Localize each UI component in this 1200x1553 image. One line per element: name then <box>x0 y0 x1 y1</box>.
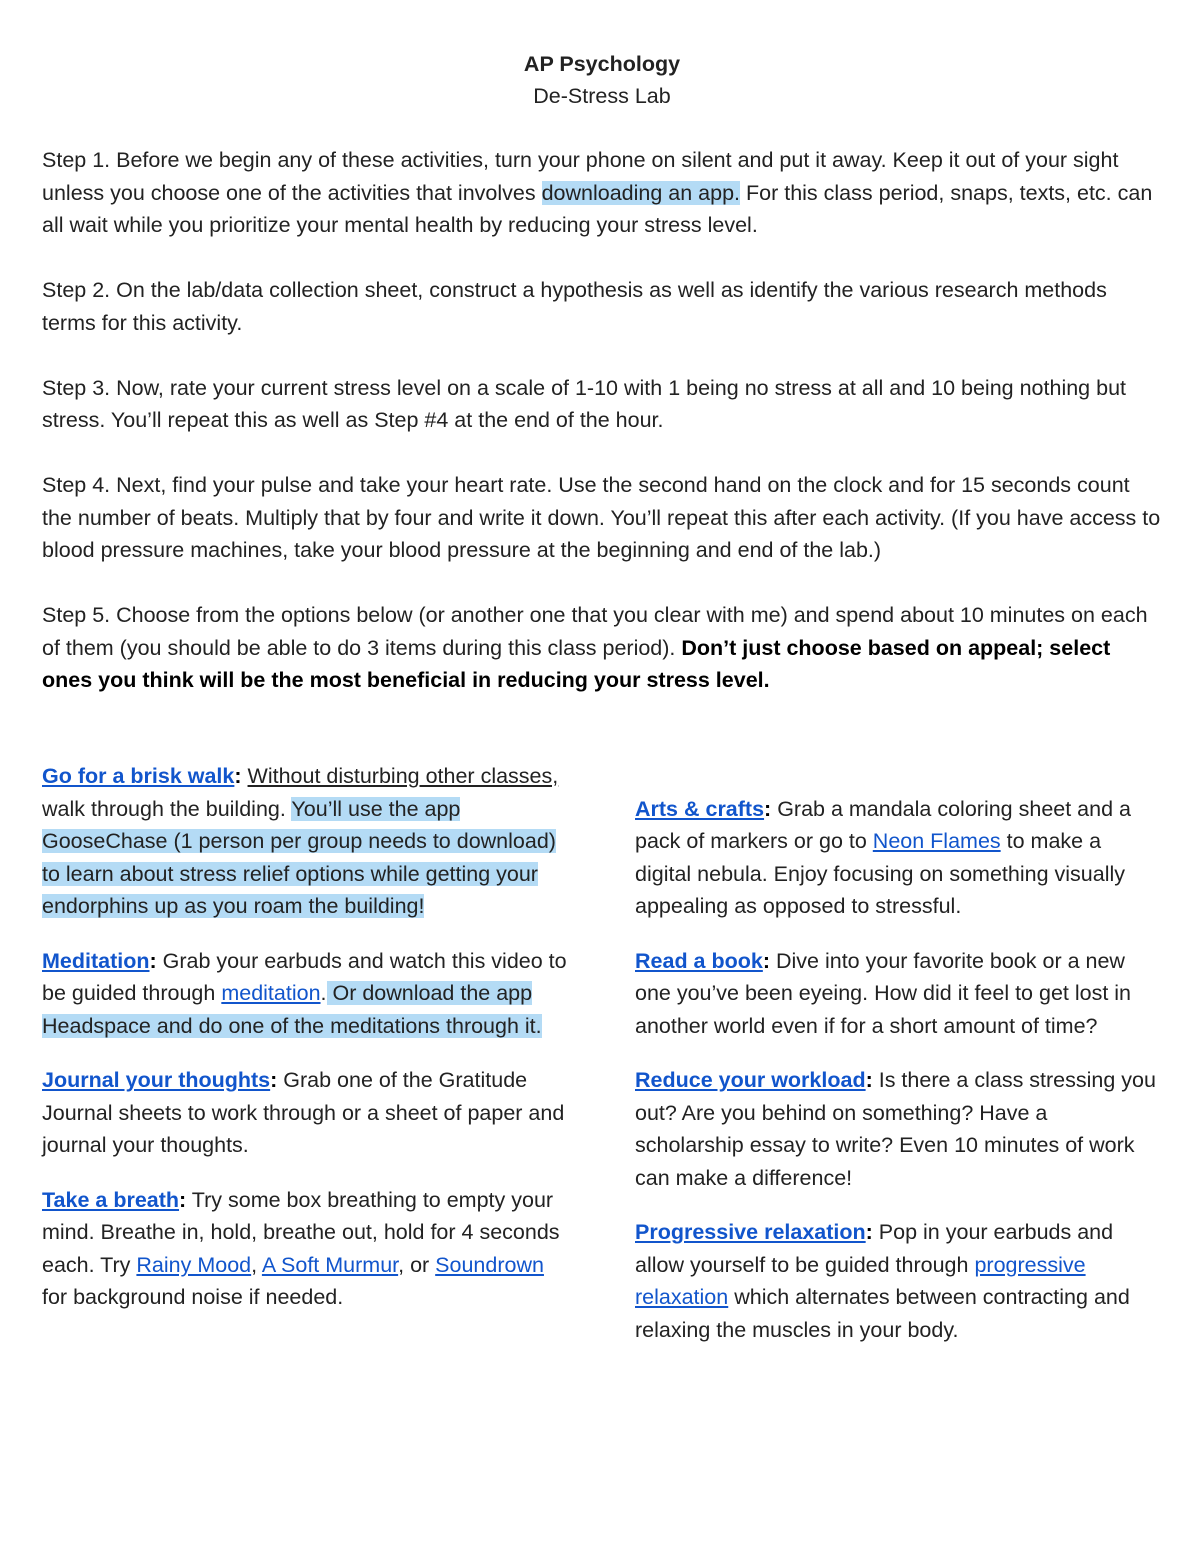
activity-meditation-colon: : <box>149 948 157 973</box>
activity-journal-link[interactable]: Journal your thoughts <box>42 1068 271 1092</box>
activity-column-left <box>42 760 567 1336</box>
activity-breath-sep1: , <box>251 1252 262 1277</box>
activity-workload-colon: : <box>865 1068 873 1092</box>
activity-breath-text: Try some box breathing to empty your mind. Breathe in, hold, breathe out, hold for 4 seconds each. Try <box>42 1187 560 1277</box>
step-1-text: Step 1. Before we begin any of these activities, turn your phone on silent and put it away. Keep it out of your sight unless you choose one of the activities that involves <box>42 148 1119 205</box>
activity-arts-colon: : <box>764 796 772 821</box>
step-5-bold: Don’t just choose based on appeal; select ones you think will be the most beneficial in reducing your stress level. <box>42 635 1111 692</box>
activity-meditation <box>42 945 567 1043</box>
activity-breath <box>42 1184 567 1314</box>
step-1-text-end: For this class period, snaps, texts, etc. can all wait while you prioritize your mental health by reducing your stress level. <box>42 180 1153 237</box>
activity-journal-colon: : <box>270 1068 278 1092</box>
activity-walk-colon: : <box>234 764 242 788</box>
activity-workload-link[interactable]: Reduce your workload <box>635 1068 866 1092</box>
activity-meditation-period: . <box>320 981 327 1005</box>
step-4: Step 4. Next, find your pulse and take your heart rate. Use the second hand on the clock and for 15 seconds count the number of beats. Multiply that by four and write it down. You’ll repeat this after each activity. (If you have access to blood pressure machines, take your blood pressure at the beginning and end of the lab.) <box>42 473 1161 562</box>
activity-journal-text: Grab one of the Gratitude Journal sheets to work through or a sheet of paper and journal your thoughts. <box>42 1068 565 1157</box>
activity-breath-link[interactable]: Take a breath <box>42 1187 180 1212</box>
activity-walk-link[interactable]: Go for a brisk walk <box>42 764 235 788</box>
step-2: Step 2. On the lab/data collection sheet, construct a hypothesis as well as identify the various research methods terms for this activity. <box>42 278 1107 335</box>
activity-arts <box>635 793 1162 923</box>
activity-walk-text: walk through the building. <box>42 796 292 821</box>
activity-book-text: Dive into your favorite book or a new one you’ve been eyeing. How did it feel to get lost in another world even if for a short amount of time? <box>635 948 1132 1038</box>
step-5 <box>42 599 1162 697</box>
meditation-video-link[interactable]: meditation <box>221 981 321 1005</box>
activity-book <box>635 945 1162 1043</box>
activity-walk <box>42 760 567 923</box>
activity-walk-highlight: You’ll use the app GooseChase (1 person per group needs to download) to learn about stress relief options while getting your endorphins up as you roam the building! <box>42 796 556 918</box>
activity-meditation-text: Grab your earbuds and watch this video to be guided through <box>42 948 567 1005</box>
soft-murmur-link[interactable]: A Soft Murmur <box>261 1252 399 1277</box>
document-page <box>42 48 1162 729</box>
step-1 <box>42 144 1162 242</box>
activity-relax-end: which alternates between contracting and relaxing the muscles in your body. <box>635 1285 1130 1342</box>
step-3: Step 3. Now, rate your current stress level on a scale of 1-10 with 1 being no stress at all and 10 being nothing but stress. You’ll repeat this as well as Step #4 at the end of the hour. <box>42 375 1126 432</box>
rainy-mood-link[interactable]: Rainy Mood <box>136 1252 252 1277</box>
step-1-highlight: downloading an app. <box>541 180 741 205</box>
activity-arts-link[interactable]: Arts & crafts <box>635 796 765 821</box>
activity-breath-end: for background noise if needed. <box>42 1285 344 1309</box>
activity-relax-link[interactable]: Progressive relaxation <box>635 1220 866 1244</box>
activity-book-link[interactable]: Read a book <box>635 948 763 973</box>
activity-meditation-link[interactable]: Meditation <box>42 948 150 973</box>
activity-meditation-highlight: Or download the app Headspace and do one of the meditations through it. <box>42 981 542 1038</box>
activity-book-colon: : <box>762 948 771 973</box>
activity-journal <box>42 1064 567 1162</box>
activity-relax-colon: : <box>865 1220 873 1244</box>
progressive-relaxation-link[interactable]: progressive relaxation <box>635 1252 1086 1309</box>
activity-workload-text: Is there a class stressing you out? Are you behind on something? Have a scholarship essay to write? Even 10 minutes of work can make a difference! <box>635 1068 1156 1190</box>
page-title: AP Psychology <box>523 52 681 76</box>
activity-walk-underlined: Without disturbing other classes, <box>247 764 559 788</box>
activity-arts-end: to make a digital nebula. Enjoy focusing on something visually appealing as opposed to stressful. <box>635 829 1126 918</box>
soundrown-link[interactable]: Soundrown <box>435 1252 544 1277</box>
activity-relax <box>635 1216 1162 1346</box>
activity-workload <box>635 1064 1162 1194</box>
activity-breath-sep2: , or <box>398 1252 436 1277</box>
neon-flames-link[interactable]: Neon Flames <box>872 829 1001 853</box>
activity-arts-text: Grab a mandala coloring sheet and a pack of markers or go to <box>635 796 1131 853</box>
step-5-text: Step 5. Choose from the options below (or another one that you clear with me) and spend about 10 minutes on each of them (you should be able to do 3 items during this class period). <box>42 603 1148 660</box>
activity-breath-colon: : <box>179 1187 187 1212</box>
activity-relax-text: Pop in your earbuds and allow yourself to be guided through <box>635 1220 1114 1277</box>
page-subtitle: De-Stress Lab <box>533 84 671 108</box>
activity-column-right <box>635 793 1162 1369</box>
